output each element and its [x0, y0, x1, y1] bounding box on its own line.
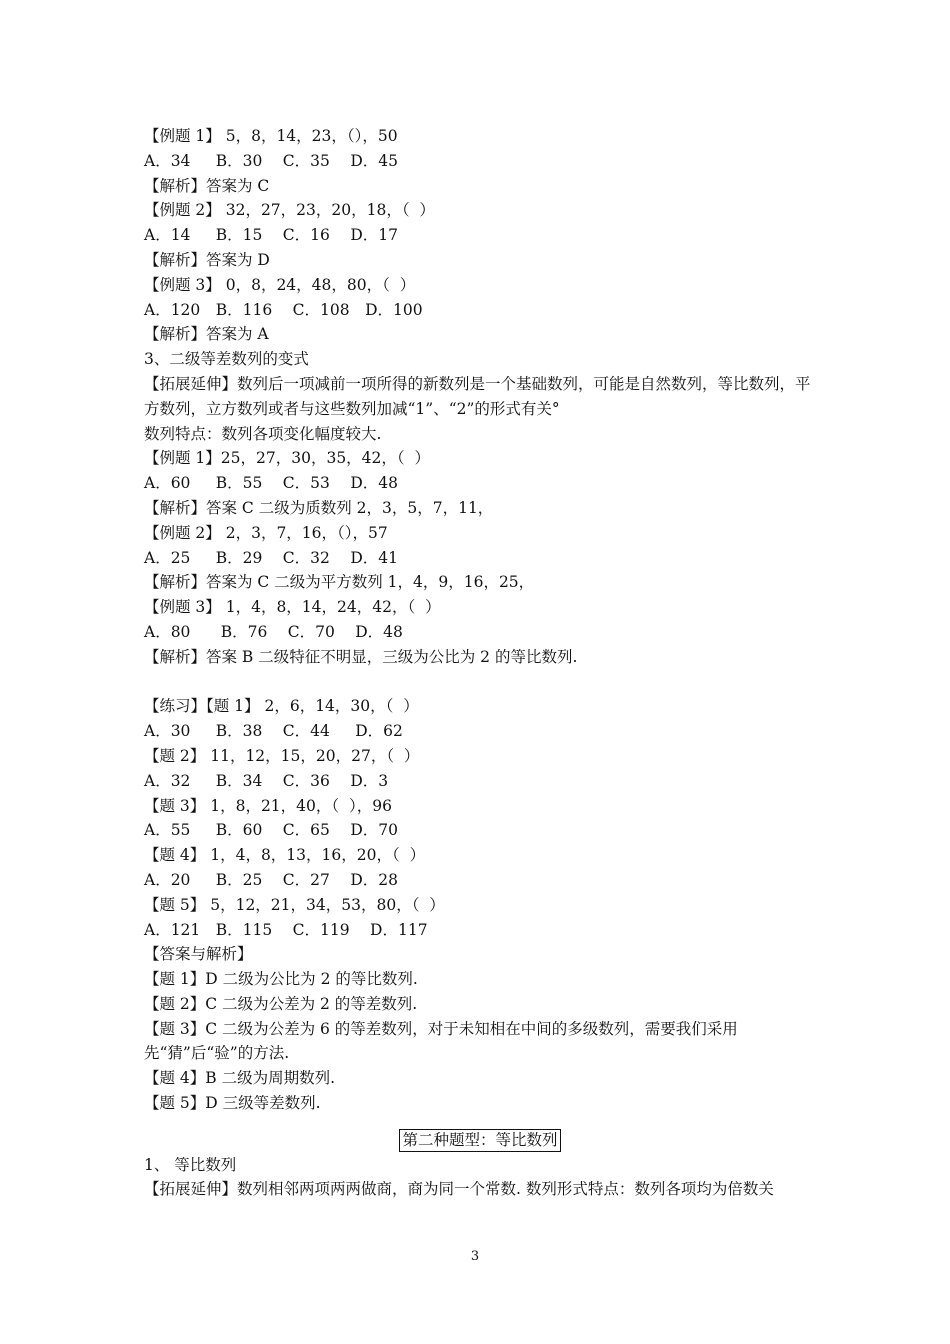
variant-example-2-options: A．25 B．29 C．32 D．41 [144, 548, 398, 567]
practice-4-answer: 【题 4】B 二级为周期数列. [144, 1069, 336, 1088]
example-1-question: 【例题 1】 5，8，14，23，（），50 [144, 127, 398, 145]
geometric-extension-line: 【拓展延伸】数列相邻两项两两做商，商为同一个常数. 数列形式特点：数列各项均为倍数关 [144, 1180, 774, 1199]
practice-5-answer: 【题 5】D 三级等差数列. [144, 1094, 321, 1113]
extension-paragraph: 【拓展延伸】数列后一项减前一项所得的新数列是一个基础数列，可能是自然数列，等比数列，平方数列，立方数列或者与这些数列加减“1”、“2”的形式有关° [144, 374, 811, 418]
variant-example-3-answer: 【解析】答案 B 二级特征不明显，三级为公比为 2 的等比数列. [144, 647, 578, 666]
variant-example-1-options: A．60 B．55 C．53 D．48 [144, 474, 398, 493]
section-heading: 第二种题型：等比数列 [399, 1129, 560, 1152]
example-1-answer: 【解析】答案为 C [144, 176, 270, 195]
variant-example-2-question: 【例题 2】 2，3，7，16，（），57 [144, 523, 388, 542]
example-1-options: A．34 B．30 C．35 D．45 [144, 151, 398, 170]
practice-3-answer: 【题 3】C 二级为公差为 6 的等差数列，对于未知相在中间的多级数列，需要我们采用先“猜”后“验”的方法. [144, 1019, 738, 1063]
sequence-features: 数列特点：数列各项变化幅度较大. [144, 424, 382, 443]
practice-2-options: A．32 B．34 C．36 D．3 [144, 771, 389, 790]
subsection-heading: 3、二级等差数列的变式 [144, 350, 309, 369]
variant-example-3-question: 【例题 3】 1，4，8，14，24，42，（ ） [144, 598, 441, 617]
example-2-question: 【例题 2】 32，27，23，20，18，（ ） [144, 201, 435, 220]
page-number: 3 [470, 1249, 480, 1264]
geometric-subsection-heading: 1、 等比数列 [144, 1155, 237, 1174]
practice-5-question: 【题 5】 5，12，21，34，53，80，（ ） [144, 895, 445, 914]
example-3-question: 【例题 3】 0，8，24，48，80，（ ） [144, 275, 416, 294]
section-heading-wrap [144, 1128, 816, 1153]
practice-2-answer: 【题 2】C 二级为公差为 2 的等差数列. [144, 994, 418, 1013]
variant-example-1-question: 【例题 1】25，27，30，35，42，（ ） [144, 449, 431, 468]
page-content [144, 124, 816, 1202]
practice-3-options: A．55 B．60 C．65 D．70 [144, 821, 398, 840]
blank-line [144, 670, 816, 695]
practice-2-question: 【题 2】 11，12，15，20，27，（ ） [144, 746, 420, 765]
variant-example-3-options: A．80 B．76 C．70 D．48 [144, 622, 403, 641]
variant-example-2-answer: 【解析】答案为 C 二级为平方数列 1，4，9，16，25， [144, 573, 535, 592]
example-2-answer: 【解析】答案为 D [144, 250, 270, 269]
practice-1-answer: 【题 1】D 二级为公比为 2 的等比数列. [144, 970, 418, 989]
practice-1-options: A．30 B．38 C．44 D．62 [144, 722, 403, 741]
practice-1-question: 【练习】【题 1】 2，6，14，30，（ ） [144, 697, 419, 716]
example-2-options: A．14 B．15 C．16 D．17 [144, 226, 398, 245]
answers-heading: 【答案与解析】 [144, 945, 253, 964]
variant-example-1-answer: 【解析】答案 C 二级为质数列 2，3，5，7，11， [144, 498, 494, 517]
practice-3-question: 【题 3】 1，8，21，40，（ ），96 [144, 796, 392, 815]
example-3-options: A．120 B．116 C．108 D．100 [144, 300, 423, 319]
practice-5-options: A．121 B．115 C．119 D．117 [144, 920, 428, 939]
practice-4-options: A．20 B．25 C．27 D．28 [144, 870, 398, 889]
practice-4-question: 【题 4】 1，4，8，13，16，20，（ ） [144, 846, 426, 865]
example-3-answer: 【解析】答案为 A [144, 325, 269, 344]
